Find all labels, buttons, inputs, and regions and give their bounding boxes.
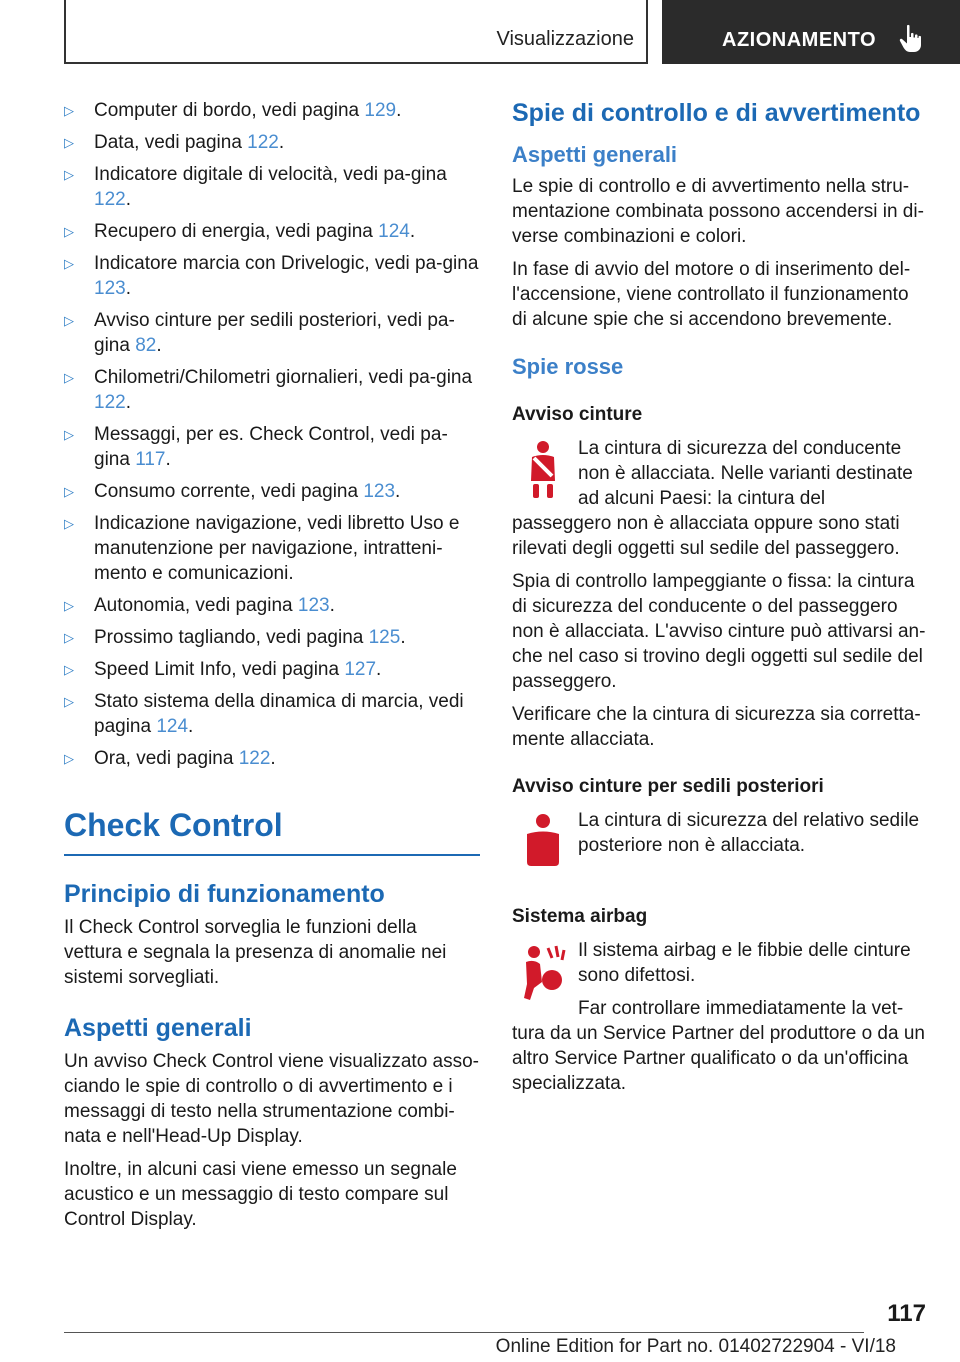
list-item-text: Autonomia, vedi pagina [94, 595, 298, 616]
cinture-posteriori-heading: Avviso cinture per sedili posteriori [512, 776, 824, 797]
list-item-text: Computer di bordo, vedi pagina [94, 100, 365, 121]
list-item-text: Messaggi, per es. Check Control, vedi pa-gina [94, 424, 448, 470]
triangle-bullet-icon: ▷ [64, 313, 74, 328]
aspetti-heading-right: Aspetti generali [512, 142, 678, 167]
list-item-punctuation: . [400, 627, 406, 648]
spie-rosse-heading: Spie rosse [512, 354, 624, 379]
list-item [64, 365, 480, 415]
avviso-cinture-text-3: Verificare che la cintura di sicurezza sia corretta-mente allacciata. [512, 704, 921, 750]
triangle-bullet-icon: ▷ [64, 224, 74, 239]
list-item-text: Stato sistema della dinamica di marcia, vedi pagina [94, 691, 464, 737]
triangle-bullet-icon: ▷ [64, 630, 74, 645]
sistema-airbag-heading: Sistema airbag [512, 906, 648, 927]
list-item [64, 130, 480, 155]
edition-info: Online Edition for Part no. 01402722904 - VI/18 [495, 1336, 896, 1357]
list-item [64, 625, 480, 650]
page-reference-link[interactable]: 124 [378, 221, 410, 242]
page-reference-link[interactable]: 129 [364, 100, 397, 121]
page-reference-link[interactable]: 124 [156, 716, 189, 737]
display-items-list [64, 98, 480, 771]
hand-pointer-icon [898, 24, 924, 54]
list-item-punctuation: . [396, 100, 402, 121]
page-reference-link[interactable]: 127 [344, 659, 377, 680]
list-item-text: Recupero di energia, vedi pagina [94, 221, 379, 242]
footer-divider [64, 1332, 864, 1333]
page-number: 117 [887, 1300, 926, 1327]
list-item-text: Speed Limit Info, vedi pagina [94, 659, 345, 680]
page-reference-link[interactable]: 122 [238, 748, 271, 769]
right-column [512, 98, 928, 1104]
page-reference-link[interactable]: 123 [94, 278, 126, 299]
seatbelt-warning-icon [512, 438, 574, 506]
avviso-cinture-text-2: Spia di controllo lampeggiante o fissa: la cintura di sicurezza del conducente o del passeggero non è allacciata. L'avviso cinture può attivarsi an-che nel caso si trovino degli oggetti sul sedile del passeggero. [512, 571, 926, 692]
page-reference-link[interactable]: 122 [94, 392, 126, 413]
section-title: Visualizzazione [496, 28, 634, 50]
list-item [64, 746, 480, 771]
list-item-text: Indicatore digitale di velocità, vedi pa-gina [94, 164, 447, 185]
triangle-bullet-icon: ▷ [64, 751, 74, 766]
list-item-text: Prossimo tagliando, vedi pagina [94, 627, 369, 648]
page-reference-link[interactable]: 82 [135, 335, 157, 356]
page-reference-link[interactable]: 122 [94, 189, 126, 210]
list-item [64, 689, 480, 739]
page-reference-link[interactable]: 117 [135, 449, 166, 470]
list-item-punctuation: . [270, 748, 276, 769]
triangle-bullet-icon: ▷ [64, 484, 74, 499]
list-item-text: Chilometri/Chilometri giornalieri, vedi pa-gina [94, 367, 473, 388]
list-item-punctuation: . [329, 595, 335, 616]
page-reference-link[interactable]: 122 [247, 132, 279, 153]
sistema-airbag-text-2: Far controllare immediatamente la vet-tura da un Service Partner del produttore o da un altro Service Partner qualificato o da un'officina specializzata. [512, 998, 925, 1094]
sistema-airbag-block [512, 938, 928, 1096]
principio-text: Il Check Control sorveglia le funzioni della vettura e segnala la presenza di anomalie nei sistemi sorvegliati. [64, 917, 447, 988]
cinture-posteriori-block [512, 808, 928, 878]
triangle-bullet-icon: ▷ [64, 103, 74, 118]
list-item [64, 98, 480, 123]
triangle-bullet-icon: ▷ [64, 167, 74, 182]
triangle-bullet-icon: ▷ [64, 256, 74, 271]
aspetti-text-2: Inoltre, in alcuni casi viene emesso un segnale acustico e un messaggio di testo compare sul Control Display. [64, 1159, 457, 1230]
list-item [64, 251, 480, 301]
list-item [64, 657, 480, 682]
list-item-text: Indicazione navigazione, vedi libretto Uso e manutenzione per navigazione, intratteni-mento e comunicazioni. [94, 513, 460, 584]
spie-aspetti-text-1: Le spie di controllo e di avvertimento nella stru-mentazione combinata possono accendersi in di-verse combinazioni e colori. [512, 176, 924, 247]
cinture-posteriori-text: La cintura di sicurezza del relativo sedile posteriore non è allacciata. [578, 810, 920, 856]
rear-seatbelt-warning-icon [512, 810, 574, 878]
triangle-bullet-icon: ▷ [64, 694, 74, 709]
chapter-title: AZIONAMENTO [722, 29, 877, 51]
avviso-cinture-heading: Avviso cinture [512, 404, 643, 425]
principio-heading: Principio di funzionamento [64, 880, 385, 908]
list-item-punctuation: . [278, 132, 285, 153]
list-item [64, 162, 480, 212]
list-item-punctuation: . [395, 481, 401, 502]
aspetti-text-1: Un avviso Check Control viene visualizzato asso-ciando le spie di controllo o di avvertimento e i messaggi di testo nella strumentazione combi-nata e nell'Head-Up Display. [64, 1051, 480, 1147]
spie-aspetti-text-2: In fase di avvio del motore o di inserimento del-l'accensione, viene controllato il funzionamento di alcune spie che si accendono brevemente. [512, 259, 911, 330]
header-frame [64, 0, 648, 64]
list-item [64, 479, 480, 504]
list-item-text: Consumo corrente, vedi pagina [94, 481, 364, 502]
list-item [64, 593, 480, 618]
list-item-text: Data, vedi pagina [94, 132, 248, 153]
list-item-punctuation: . [125, 278, 131, 299]
page-reference-link[interactable]: 125 [368, 627, 401, 648]
triangle-bullet-icon: ▷ [64, 516, 74, 531]
check-control-heading: Check Control [64, 807, 480, 856]
triangle-bullet-icon: ▷ [64, 598, 74, 613]
airbag-warning-icon [512, 940, 574, 1008]
aspetti-heading-left: Aspetti generali [64, 1014, 252, 1042]
list-item-text: Ora, vedi pagina [94, 748, 239, 769]
spie-heading: Spie di controllo e di avvertimento [512, 99, 921, 127]
list-item-text: Avviso cinture per sedili posteriori, vedi pa-gina [94, 310, 455, 356]
avviso-cinture-text-1: La cintura di sicurezza del conducente non è allacciata. Nelle varianti destinate ad alcuni Paesi: la cintura del passeggero non è allacciata oppure sono stati rilevati degli oggetti sul sedile del passeggero. [512, 438, 913, 559]
avviso-cinture-block [512, 436, 928, 561]
list-item-punctuation: . [409, 221, 416, 242]
list-item-punctuation: . [125, 189, 131, 210]
triangle-bullet-icon: ▷ [64, 427, 74, 442]
triangle-bullet-icon: ▷ [64, 135, 74, 150]
triangle-bullet-icon: ▷ [64, 370, 74, 385]
list-item-punctuation: . [376, 659, 382, 680]
page-reference-link[interactable]: 123 [363, 481, 396, 502]
chapter-tab[interactable] [662, 0, 960, 64]
page-reference-link[interactable]: 123 [297, 595, 330, 616]
list-item-punctuation: . [188, 716, 194, 737]
list-item-text: Indicatore marcia con Drivelogic, vedi pa-gina [94, 253, 479, 274]
list-item [64, 219, 480, 244]
list-item [64, 308, 480, 358]
list-item-punctuation: . [125, 392, 131, 413]
list-item-punctuation: . [165, 449, 171, 470]
triangle-bullet-icon: ▷ [64, 662, 74, 677]
list-item [64, 422, 480, 472]
list-item [64, 511, 480, 586]
left-column [64, 98, 480, 1240]
list-item-punctuation: . [156, 335, 162, 356]
sistema-airbag-text-1: Il sistema airbag e le fibbie delle cinture sono difettosi. [578, 940, 911, 986]
